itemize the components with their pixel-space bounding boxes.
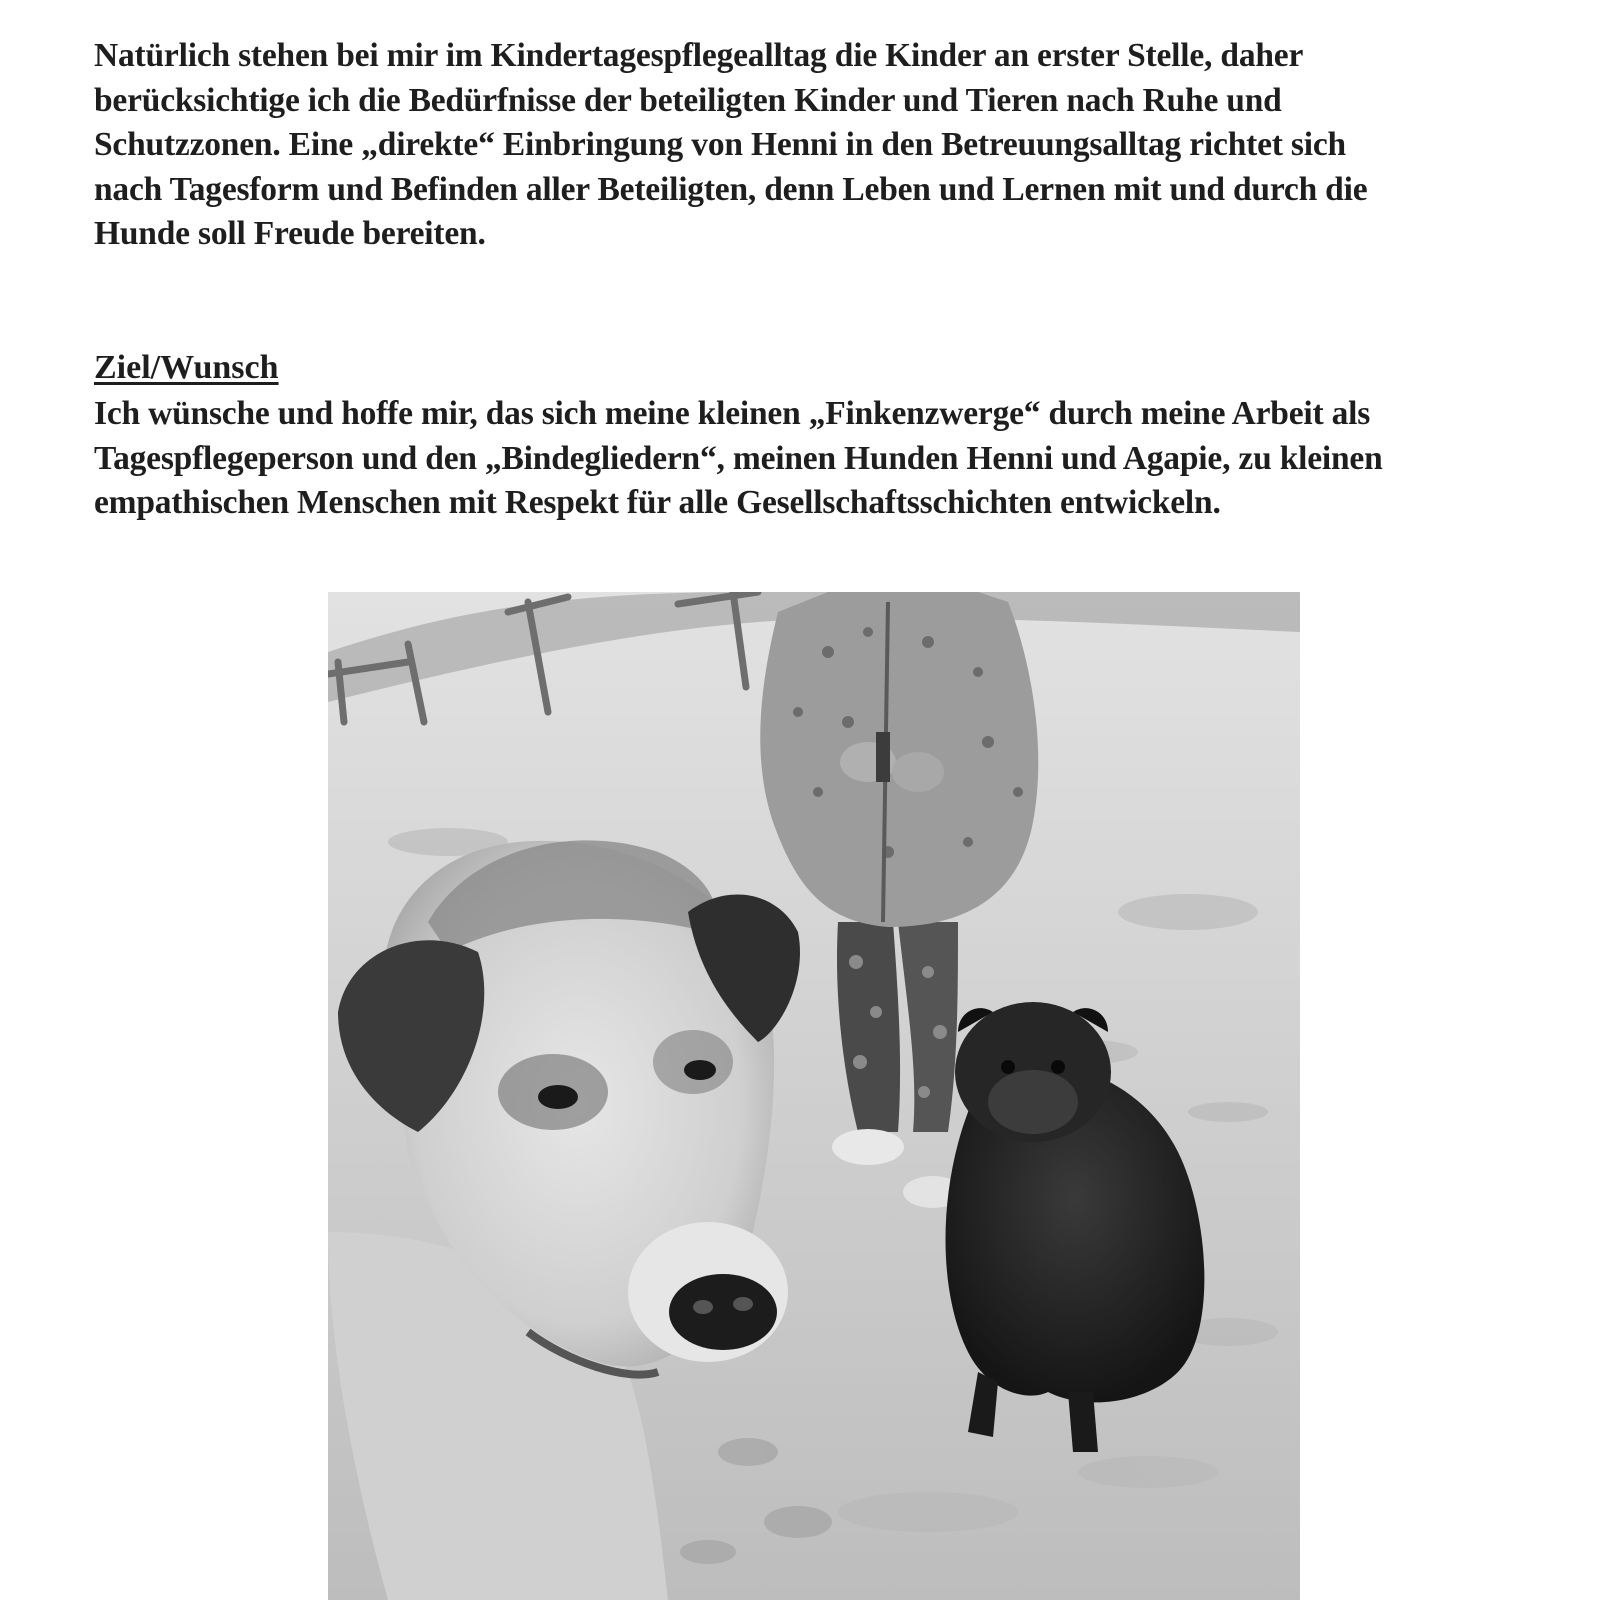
text-line: empathischen Menschen mit Respekt für alle Gesellschaftsschichten entwickeln. xyxy=(94,484,1221,522)
paragraph-intro xyxy=(94,34,1534,257)
paragraph-goal xyxy=(94,392,1534,526)
text-line: nach Tagesform und Befinden aller Beteiligten, denn Leben und Lernen mit und durch die xyxy=(94,170,1368,208)
text-line: Schutzzonen. Eine „direkte“ Einbringung von Henni in den Betreuungsalltag richtet sich xyxy=(94,126,1346,164)
text-line: berücksichtige ich die Bedürfnisse der beteiligten Kinder und Tieren nach Ruhe und xyxy=(94,81,1282,119)
text-line: Natürlich stehen bei mir im Kindertagespflegealltag die Kinder an erster Stelle, daher xyxy=(94,37,1304,74)
beach-photo-illustration xyxy=(328,592,1300,1600)
beach-photo xyxy=(328,592,1300,1600)
text-line: Ich wünsche und hoffe mir, das sich meine kleinen „Finkenzwerge“ durch meine Arbeit als xyxy=(94,395,1371,432)
text-line: Hunde soll Freude bereiten. xyxy=(94,215,486,253)
section-heading: Ziel/Wunsch xyxy=(94,349,279,386)
text-line: Tagespflegeperson und den „Bindegliedern“, meinen Hunden Henni und Agapie, zu kleinen xyxy=(94,439,1383,477)
